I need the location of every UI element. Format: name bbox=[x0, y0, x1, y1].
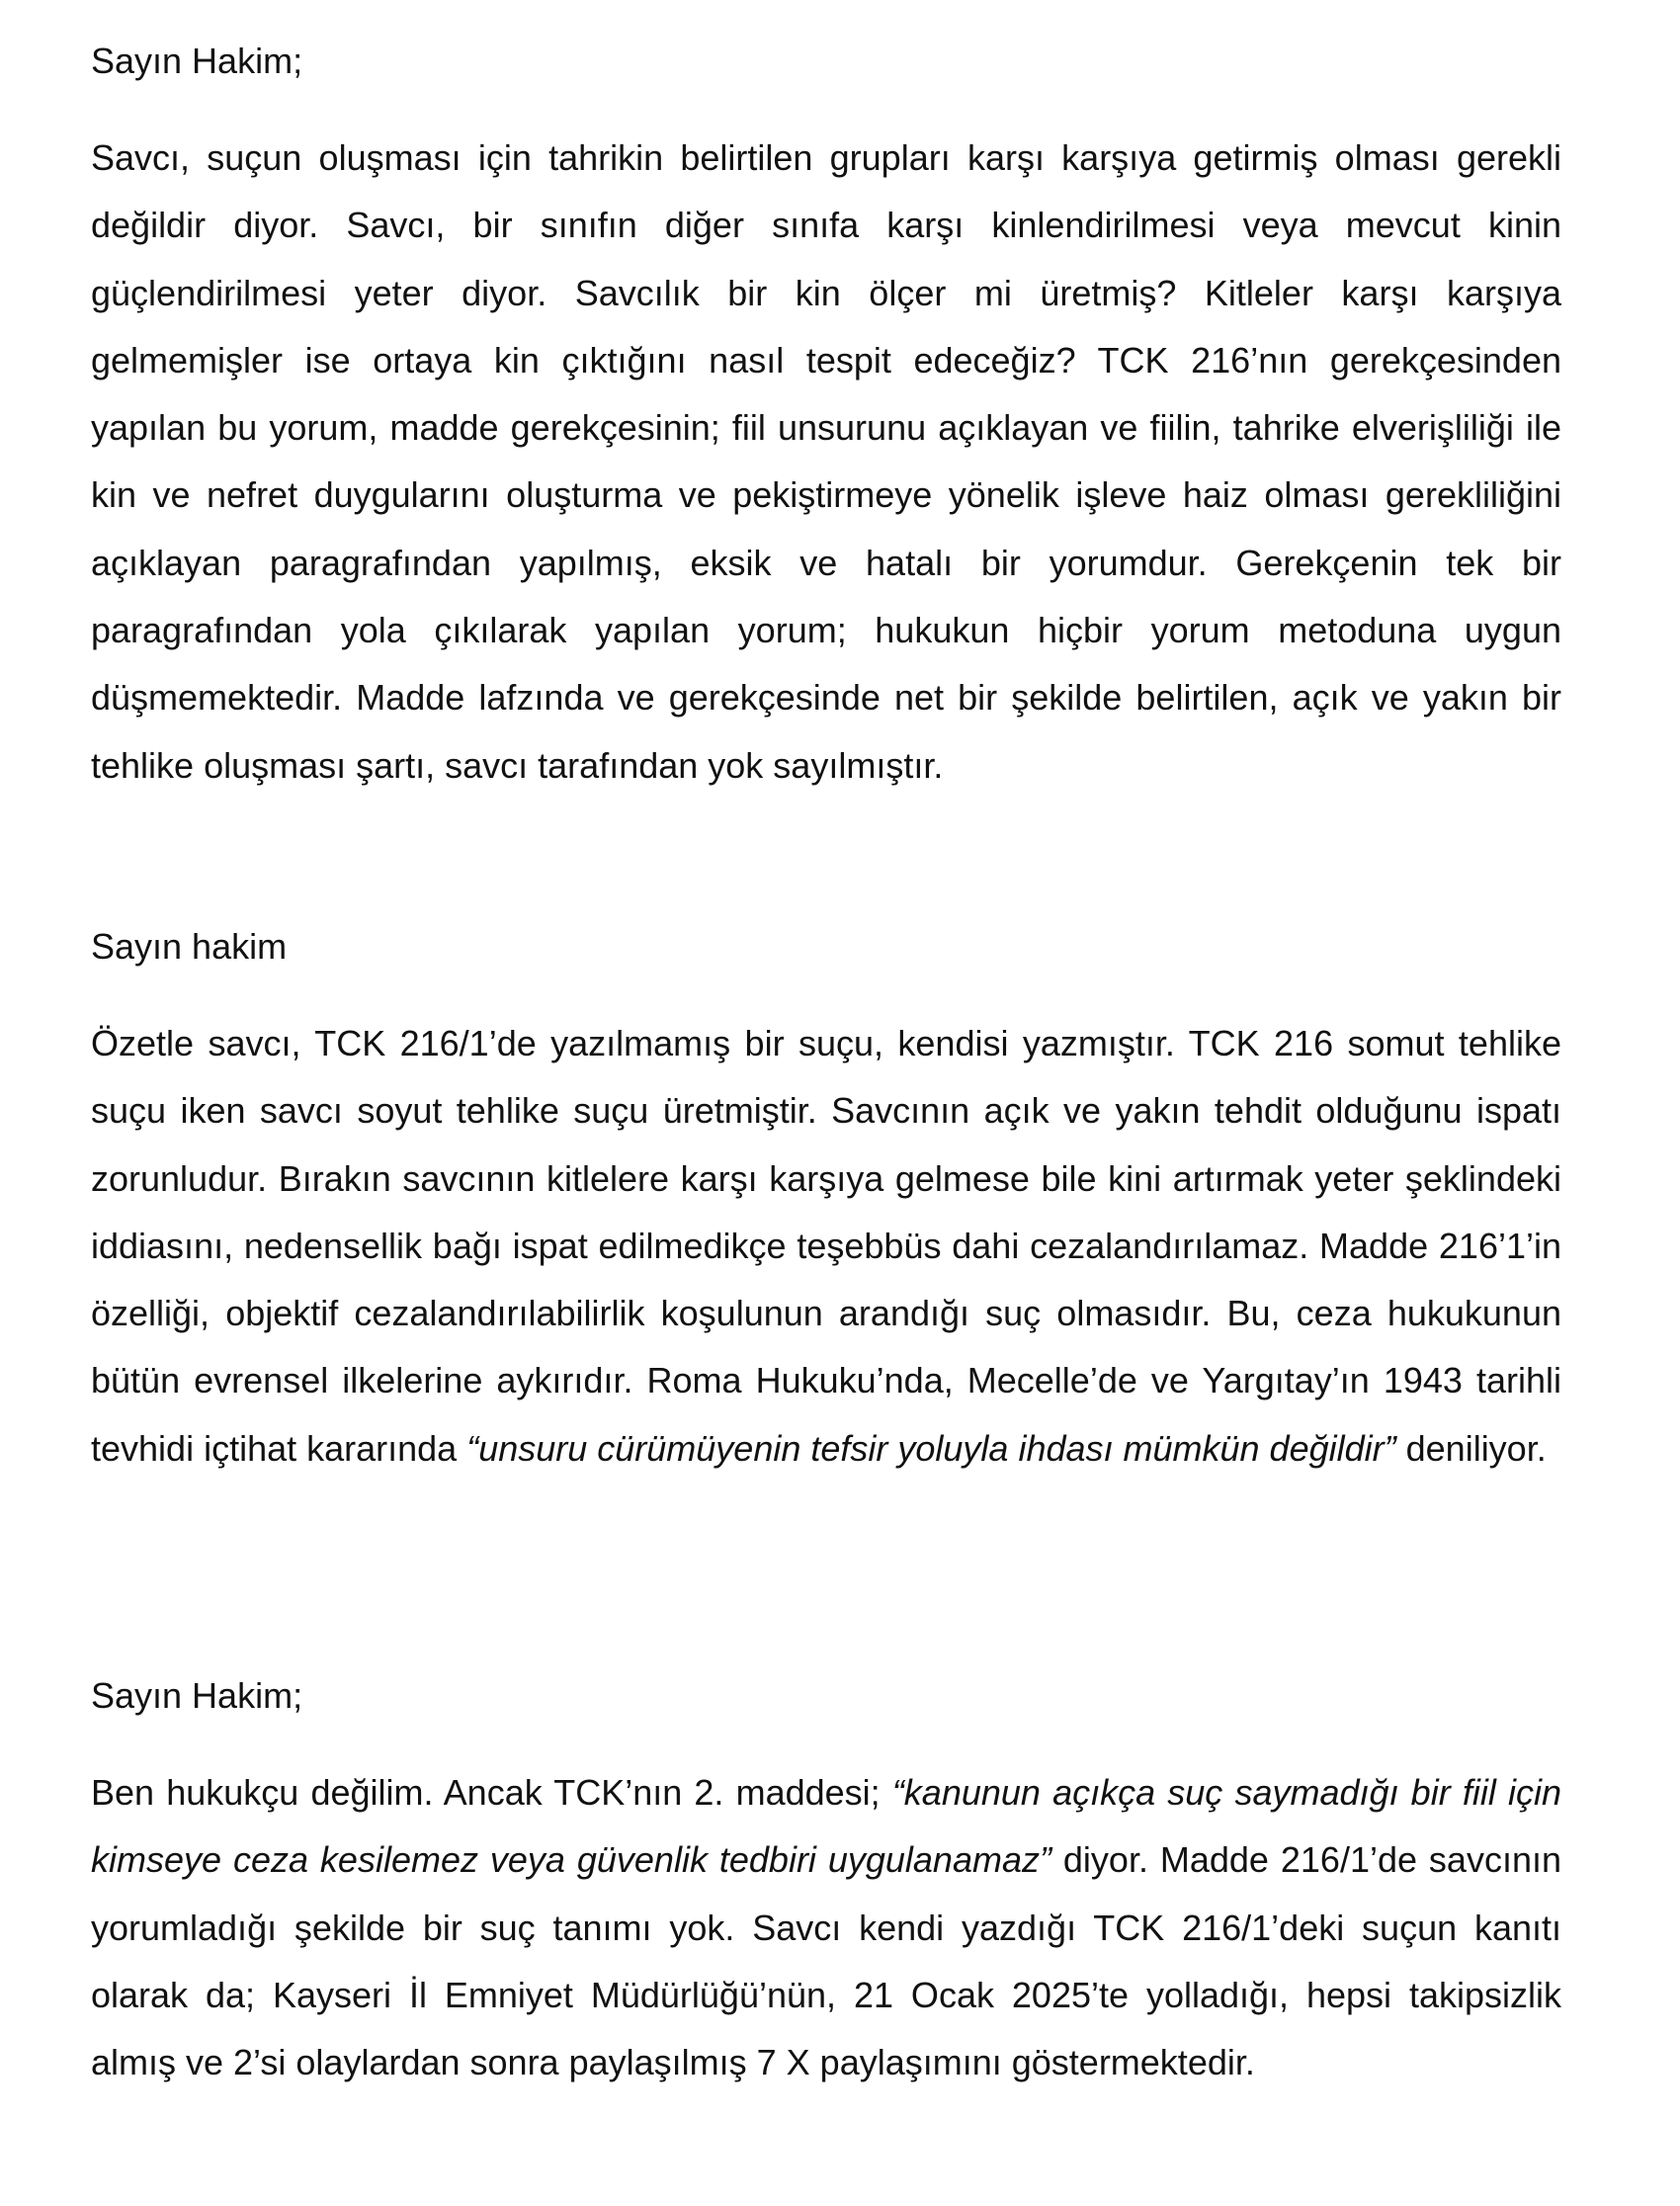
section-heading: Sayın Hakim; bbox=[91, 41, 303, 81]
paragraph-text: Ben hukukçu değilim. Ancak TCK’nın 2. maddesi; bbox=[91, 1772, 892, 1813]
paragraph-text: diyor. Madde 216/1’de savcının yorumladığı şekilde bir suç tanımı yok. Savcı kendi yazdığı TCK 216/1’deki suçun kanıtı olarak da; Kayseri İl Emniyet Müdürlüğü’nün, 21 Ocak 2025’te yolladığı, hepsi takipsizlik almış ve 2’si olaylardan sonra paylaşılmış 7 X paylaşımını göstermektedir. bbox=[91, 1839, 1562, 2083]
section-paragraph bbox=[91, 1010, 1561, 1483]
section-heading: Sayın Hakim; bbox=[91, 1675, 303, 1716]
section-paragraph bbox=[91, 1759, 1561, 2096]
quoted-text: “kanunun açıkça suç saymadığı bir fiil için kimseye ceza kesilemez veya güvenlik tedbiri uygulanamaz” bbox=[91, 1772, 1562, 1881]
section-3 bbox=[91, 1672, 1561, 2096]
section-2 bbox=[91, 923, 1561, 1483]
section-1 bbox=[91, 38, 1561, 800]
document-page bbox=[91, 38, 1562, 2083]
paragraph-text: Özetle savcı, TCK 216/1’de yazılmamış bir suçu, kendisi yazmıştır. TCK 216 somut tehlike suçu iken savcı soyut tehlike suçu üretmiştir. Savcının açık ve yakın tehdit olduğunu ispatı zorunludur. Bırakın savcının kitlelere karşı karşıya gelmese bile kini artırmak yeter şeklindeki iddiasını, nedensellik bağı ispat edilmedikçe teşebbüs dahi cezalandırılamaz. Madde 216’1’in özelliği, objektif cezalandırılabilirlik koşulunun arandığı suç olmasıdır. Bu, ceza hukukunun bütün evrensel ilkelerine aykırıdır. Roma Hukuku’nda, Mecelle’de ve Yargıtay’ın 1943 tarihli tevhidi içtihat kararında bbox=[91, 1023, 1561, 1469]
section-paragraph: Savcı, suçun oluşması için tahrikin belirtilen grupları karşı karşıya getirmiş olması gerekli değildir diyor. Savcı, bir sınıfın diğer sınıfa karşı kinlendirilmesi veya mevcut kinin güçlendirilmesi yeter diyor. Savcılık bir kin ölçer mi üretmiş? Kitleler karşı karşıya gelmemişler ise ortaya kin çıktığını nasıl tespit edeceğiz? TCK 216’nın gerekçesinden yapılan bu yorum, madde gerekçesinin; fiil unsurunu açıklayan ve fiilin, tahrike elverişliliği ile kin ve nefret duygularını oluşturma ve pekiştirmeye yönelik işleve haiz olması gerekliliğini açıklayan paragrafından yapılmış, eksik ve hatalı bir yorumdur. Gerekçenin tek bir paragrafından yola çıkılarak yapılan yorum; hukukun hiçbir yorum metoduna uygun düşmemektedir. Madde lafzında ve gerekçesinde net bir şekilde belirtilen, açık ve yakın bir tehlike oluşması şartı, savcı tarafından yok sayılmıştır. bbox=[91, 137, 1561, 786]
section-heading: Sayın hakim bbox=[91, 926, 288, 967]
paragraph-text: deniliyor. bbox=[1395, 1427, 1547, 1469]
quoted-text: “unsuru cürümüyenin tefsir yoluyla ihdası mümkün değildir” bbox=[466, 1427, 1396, 1469]
